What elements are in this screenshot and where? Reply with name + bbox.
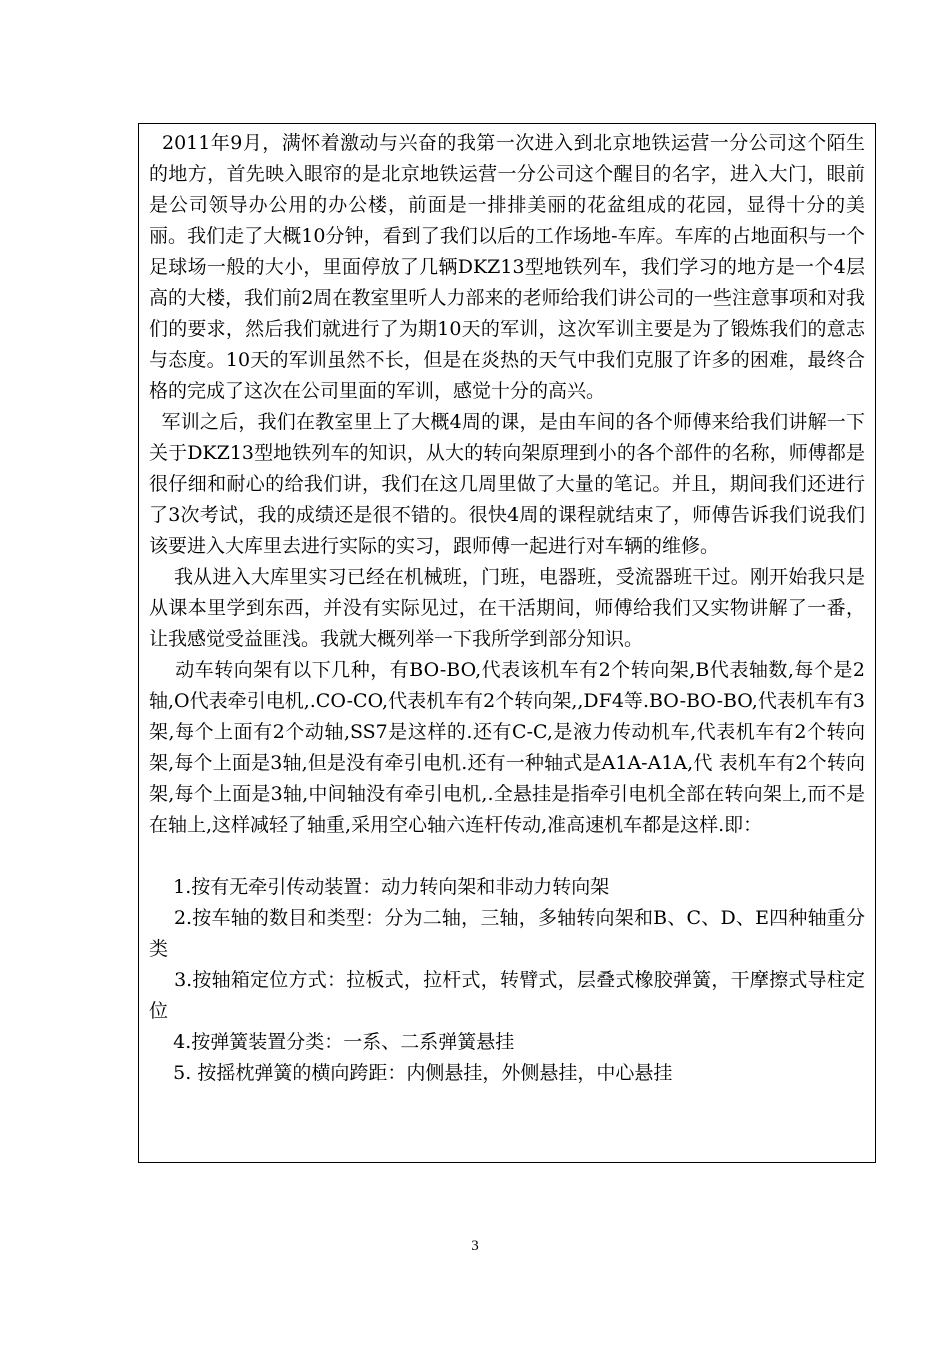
- page-number: 3: [471, 1238, 479, 1254]
- list-item-axlebox-positioning: 3.按轴箱定位方式：拉板式，拉杆式，转臂式，层叠式橡胶弹簧，干摩擦式导柱定位: [149, 969, 865, 1022]
- blank-line: [149, 841, 865, 872]
- body-paragraph-arrival: 2011年9月，满怀着激动与兴奋的我第一次进入到北京地铁运营一分公司这个陌生的地方，首先映入眼帘的是北京地铁运营一分公司这个醒目的名字，进入大门，眼前是公司领导办公用的办公楼，前面是一排排美丽的花盆组成的花园，显得十分的美丽。我们走了大概10分钟，看到了我们以后的工作场地-车库。车库的占地面积与一个足球场一般的大小，里面停放了几辆DKZ13型地铁列车，我们学习的地方是一个4层高的大楼，我们前2周在教室里听人力部来的老师给我们讲公司的一些注意事项和对我们的要求，然后我们就进行了为期10天的军训，这次军训主要是为了锻炼我们的意志与态度。10天的军训虽然不长，但是在炎热的天气中我们克服了许多的困难，最终合格的完成了这次在公司里面的军训，感觉十分的高兴。: [149, 132, 865, 402]
- body-paragraph-bogie-types: 动车转向架有以下几种，有BO-BO,代表该机车有2个转向架,B代表轴数,每个是2轴,O代表牵引电机,.CO-CO,代表机车有2个转向架,,DF4等.BO-BO-BO,代表机车有3架,每个上面有2个动轴,SS7是这样的.还有C-C,是液力传动机车,代表机车有2个转向架,每个上面是3轴,但是没有牵引电机.还有一种轴式是A1A-A1A,代 表机车有2个转向架,每个上面是3轴,中间轴没有牵引电机,.全悬挂是指牵引电机全部在转向架上,而不是在轴上,这样减轻了轴重,采用空心轴六连杆传动,准高速机车都是这样.即：: [149, 659, 865, 836]
- body-paragraph-workshop: 我从进入大库里实习已经在机械班，门班，电器班，受流器班干过。刚开始我只是从课本里学到东西，并没有实际见过，在干活期间，师傅给我们又实物讲解了一番，让我感觉受益匪浅。我就大概列举一下我所学到部分知识。: [149, 566, 865, 650]
- content-frame: [138, 123, 876, 1163]
- list-item-axle-count: 2.按车轴的数目和类型：分为二轴，三轴，多轴转向架和B、C、D、E四种轴重分类: [149, 907, 865, 960]
- list-item-spring-suspension: 4.按弹簧装置分类：一系、二系弹簧悬挂: [149, 1031, 515, 1053]
- list-item-bolster-spring-span: 5. 按摇枕弹簧的横向跨距：内侧悬挂，外侧悬挂，中心悬挂: [149, 1062, 673, 1084]
- body-paragraph-training: 军训之后，我们在教室里上了大概4周的课，是由车间的各个师傅来给我们讲解一下关于DKZ13型地铁列车的知识，从大的转向架原理到小的各个部件的名称，师傅都是很仔细和耐心的给我们讲，我们在这几周里做了大量的笔记。并且，期间我们还进行了3次考试，我的成绩还是很不错的。很快4周的课程就结束了，师傅告诉我们说我们该要进入大库里去进行实际的实习，跟师傅一起进行对车辆的维修。: [149, 411, 865, 557]
- list-item-traction: 1.按有无牵引传动装置：动力转向架和非动力转向架: [149, 876, 610, 898]
